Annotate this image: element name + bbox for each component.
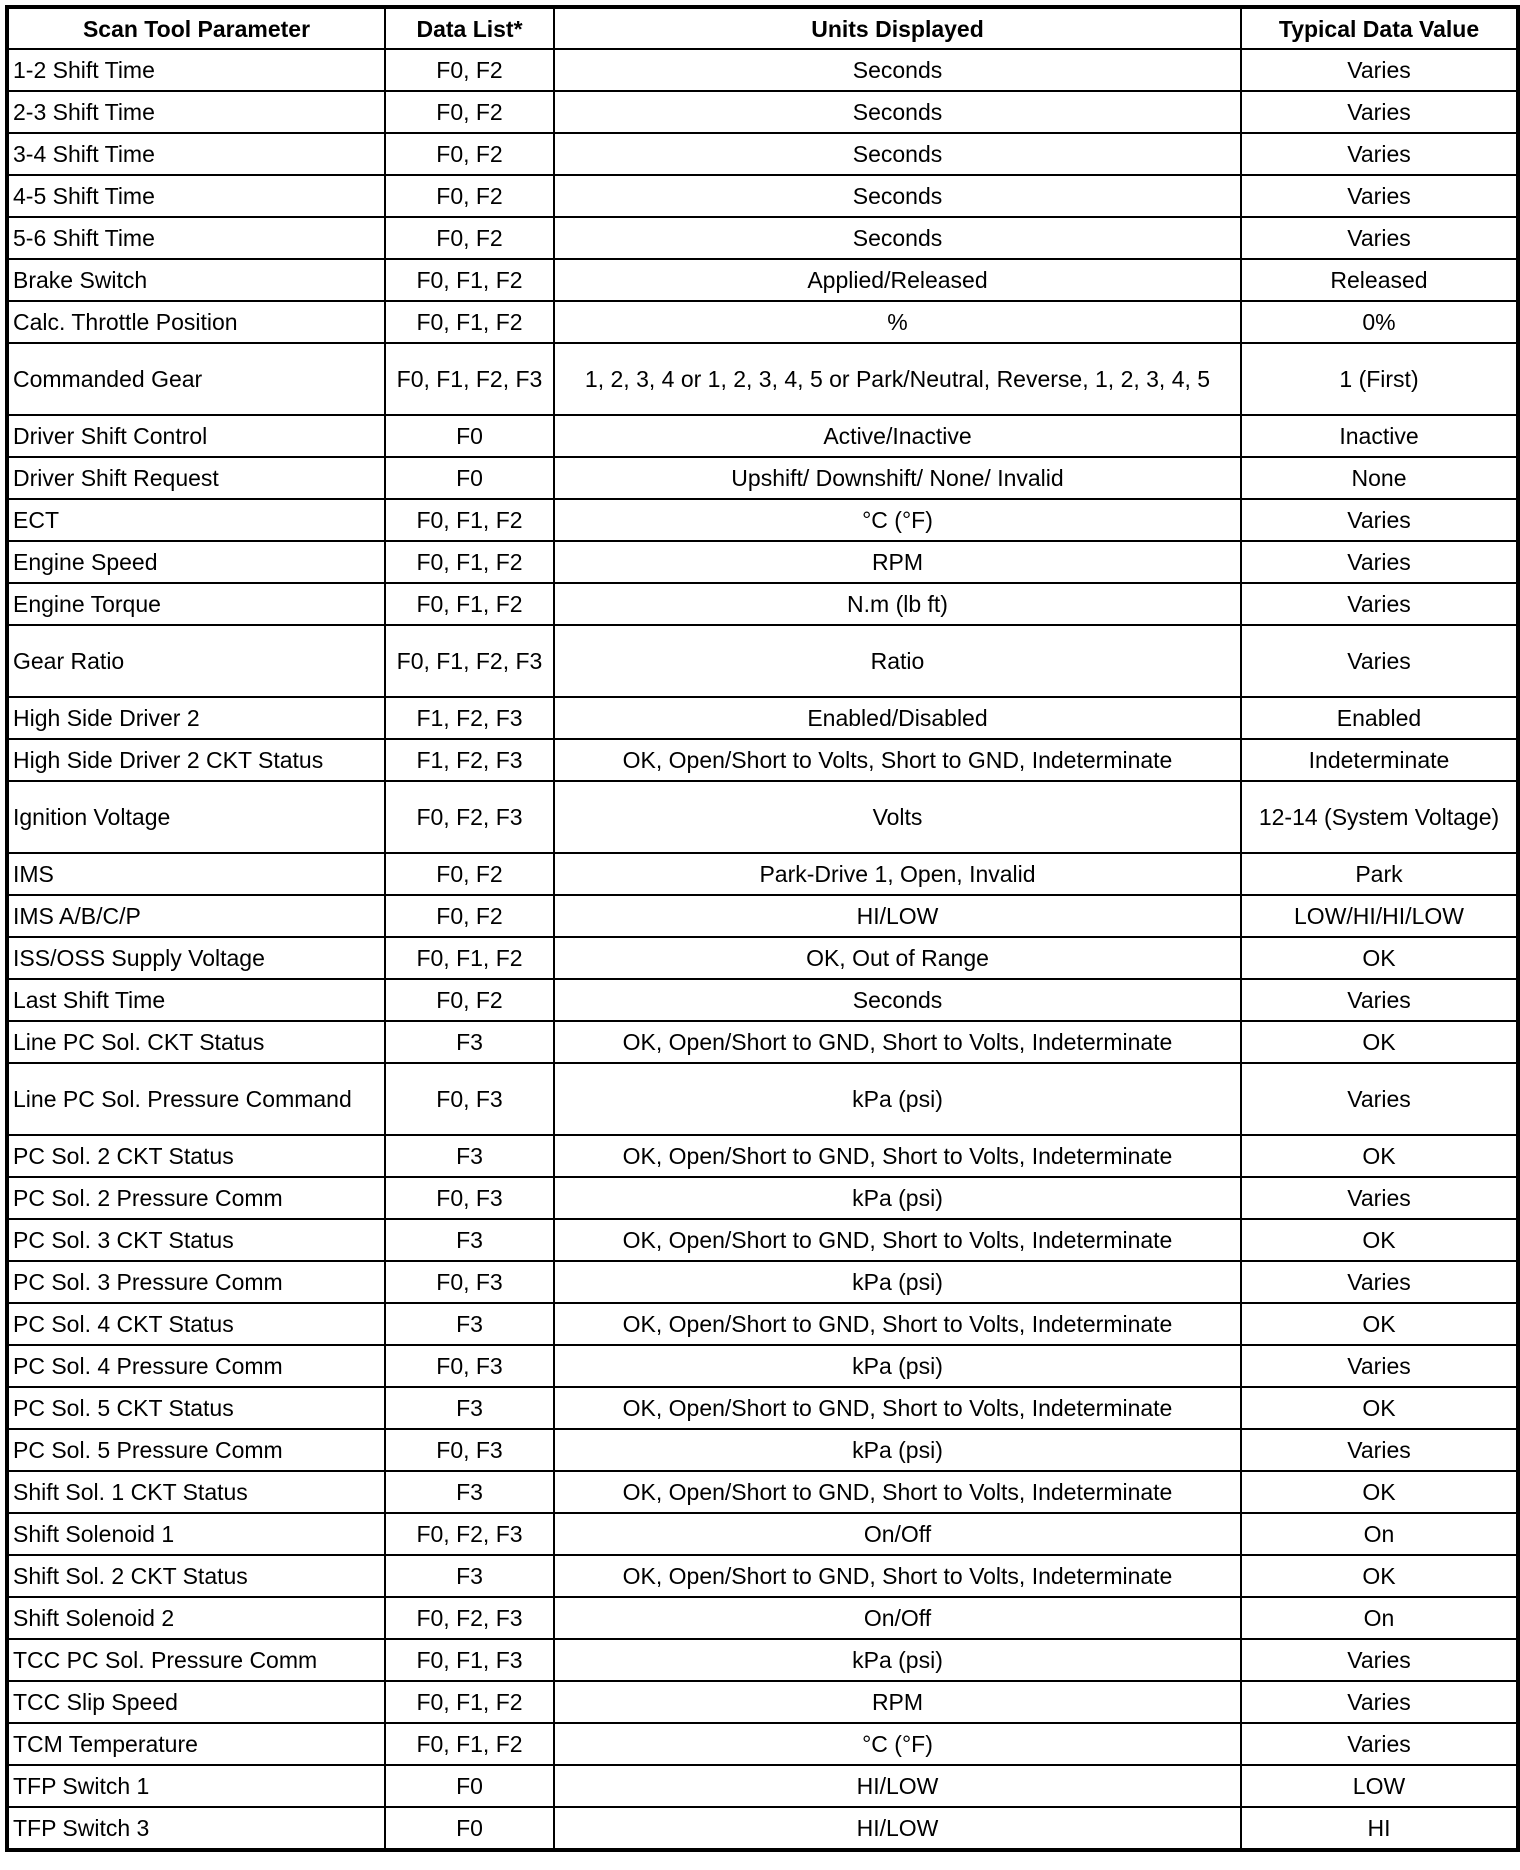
- data-list-cell: F0, F1, F2: [385, 1681, 554, 1723]
- data-list-cell: F0, F2: [385, 91, 554, 133]
- parameter-cell: PC Sol. 2 Pressure Comm: [7, 1177, 385, 1219]
- parameter-cell: ISS/OSS Supply Voltage: [7, 937, 385, 979]
- data-list-cell: F3: [385, 1387, 554, 1429]
- data-list-cell: F0, F1, F2: [385, 583, 554, 625]
- table-row: [7, 625, 1518, 697]
- data-list-cell: F3: [385, 1135, 554, 1177]
- data-list-cell: F0, F1, F2, F3: [385, 343, 554, 415]
- typical-value-cell: Varies: [1241, 1063, 1518, 1135]
- typical-value-cell: 1 (First): [1241, 343, 1518, 415]
- data-list-cell: F0, F1, F3: [385, 1639, 554, 1681]
- typical-value-cell: Varies: [1241, 1681, 1518, 1723]
- table-row: [7, 541, 1518, 583]
- data-list-cell: F0, F2: [385, 217, 554, 259]
- parameter-cell: 3-4 Shift Time: [7, 133, 385, 175]
- units-cell: OK, Open/Short to GND, Short to Volts, Indeterminate: [554, 1303, 1241, 1345]
- units-cell: On/Off: [554, 1597, 1241, 1639]
- header-row: [7, 7, 1518, 49]
- data-list-cell: F0, F1, F2: [385, 937, 554, 979]
- data-list-cell: F1, F2, F3: [385, 739, 554, 781]
- units-cell: RPM: [554, 541, 1241, 583]
- units-cell: %: [554, 301, 1241, 343]
- data-list-cell: F0, F2: [385, 895, 554, 937]
- data-list-cell: F0, F1, F2: [385, 259, 554, 301]
- parameter-cell: Shift Solenoid 2: [7, 1597, 385, 1639]
- typical-value-cell: Varies: [1241, 1177, 1518, 1219]
- data-list-cell: F3: [385, 1219, 554, 1261]
- units-cell: RPM: [554, 1681, 1241, 1723]
- typical-value-cell: Varies: [1241, 175, 1518, 217]
- typical-value-cell: HI: [1241, 1807, 1518, 1850]
- scan-tool-data-table: [5, 5, 1520, 1852]
- table-row: [7, 217, 1518, 259]
- units-cell: Seconds: [554, 175, 1241, 217]
- parameter-cell: Last Shift Time: [7, 979, 385, 1021]
- units-cell: OK, Open/Short to Volts, Short to GND, Indeterminate: [554, 739, 1241, 781]
- units-cell: kPa (psi): [554, 1063, 1241, 1135]
- table-row: [7, 1261, 1518, 1303]
- data-list-cell: F3: [385, 1471, 554, 1513]
- units-cell: OK, Open/Short to GND, Short to Volts, Indeterminate: [554, 1219, 1241, 1261]
- typical-value-cell: Inactive: [1241, 415, 1518, 457]
- units-cell: °C (°F): [554, 499, 1241, 541]
- units-cell: OK, Open/Short to GND, Short to Volts, Indeterminate: [554, 1471, 1241, 1513]
- typical-value-cell: Enabled: [1241, 697, 1518, 739]
- table-row: [7, 415, 1518, 457]
- typical-value-cell: OK: [1241, 1219, 1518, 1261]
- parameter-cell: PC Sol. 2 CKT Status: [7, 1135, 385, 1177]
- parameter-cell: TCC PC Sol. Pressure Comm: [7, 1639, 385, 1681]
- units-cell: Seconds: [554, 91, 1241, 133]
- typical-value-cell: Varies: [1241, 979, 1518, 1021]
- header-parameter: Scan Tool Parameter: [7, 7, 385, 49]
- parameter-cell: PC Sol. 4 Pressure Comm: [7, 1345, 385, 1387]
- parameter-cell: Shift Sol. 2 CKT Status: [7, 1555, 385, 1597]
- table-row: [7, 1639, 1518, 1681]
- data-list-cell: F0, F2, F3: [385, 1597, 554, 1639]
- units-cell: Upshift/ Downshift/ None/ Invalid: [554, 457, 1241, 499]
- units-cell: kPa (psi): [554, 1639, 1241, 1681]
- parameter-cell: 1-2 Shift Time: [7, 49, 385, 91]
- parameter-cell: Gear Ratio: [7, 625, 385, 697]
- parameter-cell: PC Sol. 5 Pressure Comm: [7, 1429, 385, 1471]
- parameter-cell: Commanded Gear: [7, 343, 385, 415]
- typical-value-cell: Varies: [1241, 583, 1518, 625]
- table-row: [7, 583, 1518, 625]
- parameter-cell: High Side Driver 2: [7, 697, 385, 739]
- units-cell: Park-Drive 1, Open, Invalid: [554, 853, 1241, 895]
- data-list-cell: F0, F3: [385, 1345, 554, 1387]
- table-row: [7, 697, 1518, 739]
- units-cell: HI/LOW: [554, 895, 1241, 937]
- units-cell: kPa (psi): [554, 1345, 1241, 1387]
- units-cell: kPa (psi): [554, 1429, 1241, 1471]
- data-list-cell: F0, F2: [385, 175, 554, 217]
- units-cell: Seconds: [554, 979, 1241, 1021]
- parameter-cell: Line PC Sol. Pressure Command: [7, 1063, 385, 1135]
- units-cell: HI/LOW: [554, 1807, 1241, 1850]
- typical-value-cell: Varies: [1241, 1639, 1518, 1681]
- table-row: [7, 259, 1518, 301]
- units-cell: N.m (lb ft): [554, 583, 1241, 625]
- table-row: [7, 1471, 1518, 1513]
- data-list-cell: F0, F2: [385, 133, 554, 175]
- typical-value-cell: Varies: [1241, 217, 1518, 259]
- table-row: [7, 49, 1518, 91]
- units-cell: Active/Inactive: [554, 415, 1241, 457]
- parameter-cell: TFP Switch 1: [7, 1765, 385, 1807]
- parameter-cell: Ignition Voltage: [7, 781, 385, 853]
- table-row: [7, 175, 1518, 217]
- table-row: [7, 1597, 1518, 1639]
- units-cell: kPa (psi): [554, 1177, 1241, 1219]
- table-row: [7, 739, 1518, 781]
- data-list-cell: F3: [385, 1303, 554, 1345]
- parameter-cell: ECT: [7, 499, 385, 541]
- typical-value-cell: OK: [1241, 937, 1518, 979]
- parameter-cell: Shift Solenoid 1: [7, 1513, 385, 1555]
- typical-value-cell: Varies: [1241, 499, 1518, 541]
- units-cell: Enabled/Disabled: [554, 697, 1241, 739]
- typical-value-cell: Varies: [1241, 1723, 1518, 1765]
- table-row: [7, 1177, 1518, 1219]
- parameter-cell: PC Sol. 3 Pressure Comm: [7, 1261, 385, 1303]
- typical-value-cell: LOW/HI/HI/LOW: [1241, 895, 1518, 937]
- units-cell: OK, Out of Range: [554, 937, 1241, 979]
- parameter-cell: TFP Switch 3: [7, 1807, 385, 1850]
- parameter-cell: High Side Driver 2 CKT Status: [7, 739, 385, 781]
- table-row: [7, 1219, 1518, 1261]
- parameter-cell: PC Sol. 5 CKT Status: [7, 1387, 385, 1429]
- typical-value-cell: Varies: [1241, 133, 1518, 175]
- typical-value-cell: Varies: [1241, 541, 1518, 583]
- units-cell: OK, Open/Short to GND, Short to Volts, Indeterminate: [554, 1135, 1241, 1177]
- typical-value-cell: On: [1241, 1513, 1518, 1555]
- data-list-cell: F0, F3: [385, 1261, 554, 1303]
- parameter-cell: 2-3 Shift Time: [7, 91, 385, 133]
- units-cell: Volts: [554, 781, 1241, 853]
- header-units: Units Displayed: [554, 7, 1241, 49]
- typical-value-cell: Varies: [1241, 1429, 1518, 1471]
- typical-value-cell: Varies: [1241, 1261, 1518, 1303]
- table-row: [7, 133, 1518, 175]
- data-list-cell: F0, F3: [385, 1429, 554, 1471]
- header-data-list: Data List*: [385, 7, 554, 49]
- data-list-cell: F0, F3: [385, 1063, 554, 1135]
- data-list-cell: F1, F2, F3: [385, 697, 554, 739]
- parameter-cell: Line PC Sol. CKT Status: [7, 1021, 385, 1063]
- table-row: [7, 895, 1518, 937]
- units-cell: Seconds: [554, 217, 1241, 259]
- units-cell: Seconds: [554, 133, 1241, 175]
- table-row: [7, 1135, 1518, 1177]
- typical-value-cell: OK: [1241, 1555, 1518, 1597]
- units-cell: OK, Open/Short to GND, Short to Volts, Indeterminate: [554, 1387, 1241, 1429]
- typical-value-cell: Park: [1241, 853, 1518, 895]
- data-list-cell: F0, F1, F2: [385, 541, 554, 583]
- header-typical-value: Typical Data Value: [1241, 7, 1518, 49]
- table-row: [7, 1063, 1518, 1135]
- table-row: [7, 1513, 1518, 1555]
- parameter-cell: IMS: [7, 853, 385, 895]
- table-row: [7, 781, 1518, 853]
- typical-value-cell: 0%: [1241, 301, 1518, 343]
- table-row: [7, 457, 1518, 499]
- table-row: [7, 853, 1518, 895]
- units-cell: Ratio: [554, 625, 1241, 697]
- parameter-cell: Brake Switch: [7, 259, 385, 301]
- typical-value-cell: Varies: [1241, 625, 1518, 697]
- data-list-cell: F0, F2: [385, 853, 554, 895]
- parameter-cell: Calc. Throttle Position: [7, 301, 385, 343]
- units-cell: OK, Open/Short to GND, Short to Volts, Indeterminate: [554, 1555, 1241, 1597]
- table-row: [7, 1681, 1518, 1723]
- units-cell: 1, 2, 3, 4 or 1, 2, 3, 4, 5 or Park/Neutral, Reverse, 1, 2, 3, 4, 5: [554, 343, 1241, 415]
- units-cell: HI/LOW: [554, 1765, 1241, 1807]
- data-list-cell: F0, F1, F2: [385, 301, 554, 343]
- parameter-cell: Engine Torque: [7, 583, 385, 625]
- parameter-cell: Driver Shift Request: [7, 457, 385, 499]
- data-list-cell: F0, F1, F2: [385, 1723, 554, 1765]
- typical-value-cell: OK: [1241, 1303, 1518, 1345]
- data-list-cell: F0, F2: [385, 49, 554, 91]
- typical-value-cell: OK: [1241, 1387, 1518, 1429]
- table-row: [7, 343, 1518, 415]
- typical-value-cell: Indeterminate: [1241, 739, 1518, 781]
- units-cell: OK, Open/Short to GND, Short to Volts, Indeterminate: [554, 1021, 1241, 1063]
- typical-value-cell: 12-14 (System Voltage): [1241, 781, 1518, 853]
- data-list-cell: F0: [385, 457, 554, 499]
- table-row: [7, 979, 1518, 1021]
- data-list-cell: F0, F2, F3: [385, 1513, 554, 1555]
- table-row: [7, 937, 1518, 979]
- table-row: [7, 1807, 1518, 1850]
- typical-value-cell: Varies: [1241, 1345, 1518, 1387]
- typical-value-cell: Varies: [1241, 91, 1518, 133]
- typical-value-cell: Released: [1241, 259, 1518, 301]
- typical-value-cell: LOW: [1241, 1765, 1518, 1807]
- parameter-cell: 4-5 Shift Time: [7, 175, 385, 217]
- units-cell: °C (°F): [554, 1723, 1241, 1765]
- typical-value-cell: Varies: [1241, 49, 1518, 91]
- data-list-cell: F3: [385, 1555, 554, 1597]
- data-list-cell: F0: [385, 1807, 554, 1850]
- units-cell: On/Off: [554, 1513, 1241, 1555]
- table-row: [7, 1303, 1518, 1345]
- parameter-cell: IMS A/B/C/P: [7, 895, 385, 937]
- parameter-cell: PC Sol. 3 CKT Status: [7, 1219, 385, 1261]
- units-cell: Applied/Released: [554, 259, 1241, 301]
- table-row: [7, 1723, 1518, 1765]
- typical-value-cell: OK: [1241, 1021, 1518, 1063]
- table-row: [7, 1429, 1518, 1471]
- data-list-cell: F3: [385, 1021, 554, 1063]
- parameter-cell: TCC Slip Speed: [7, 1681, 385, 1723]
- parameter-cell: Driver Shift Control: [7, 415, 385, 457]
- data-list-cell: F0, F1, F2, F3: [385, 625, 554, 697]
- typical-value-cell: On: [1241, 1597, 1518, 1639]
- units-cell: Seconds: [554, 49, 1241, 91]
- data-list-cell: F0, F2, F3: [385, 781, 554, 853]
- table-row: [7, 301, 1518, 343]
- parameter-cell: 5-6 Shift Time: [7, 217, 385, 259]
- data-list-cell: F0, F3: [385, 1177, 554, 1219]
- table-row: [7, 1387, 1518, 1429]
- typical-value-cell: None: [1241, 457, 1518, 499]
- data-list-cell: F0: [385, 415, 554, 457]
- table-row: [7, 1021, 1518, 1063]
- parameter-cell: Engine Speed: [7, 541, 385, 583]
- table-row: [7, 499, 1518, 541]
- data-list-cell: F0: [385, 1765, 554, 1807]
- parameter-cell: PC Sol. 4 CKT Status: [7, 1303, 385, 1345]
- data-list-cell: F0, F1, F2: [385, 499, 554, 541]
- table-row: [7, 91, 1518, 133]
- parameter-cell: Shift Sol. 1 CKT Status: [7, 1471, 385, 1513]
- table-row: [7, 1555, 1518, 1597]
- table-row: [7, 1765, 1518, 1807]
- parameter-cell: TCM Temperature: [7, 1723, 385, 1765]
- typical-value-cell: OK: [1241, 1135, 1518, 1177]
- typical-value-cell: OK: [1241, 1471, 1518, 1513]
- units-cell: kPa (psi): [554, 1261, 1241, 1303]
- data-list-cell: F0, F2: [385, 979, 554, 1021]
- table-row: [7, 1345, 1518, 1387]
